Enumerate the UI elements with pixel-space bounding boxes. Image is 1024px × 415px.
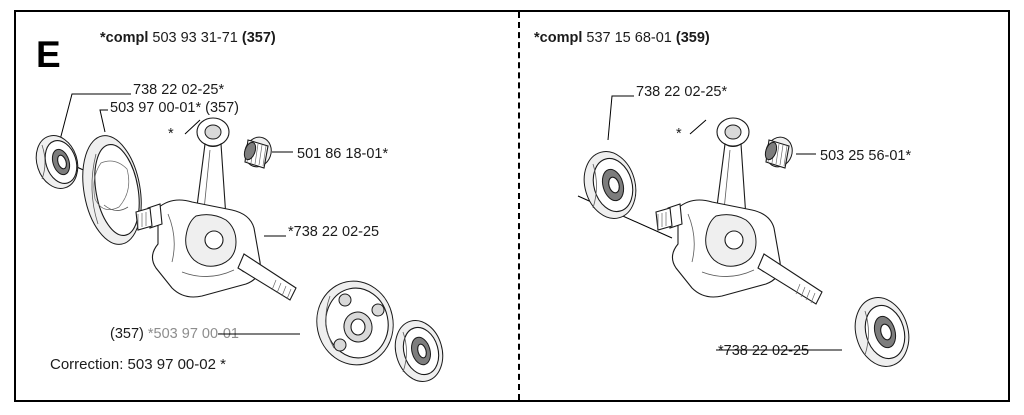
left-bearing-right-callout: *738 22 02-25 (288, 224, 380, 240)
panel-divider (518, 12, 520, 400)
left-needle-bearing-asterisk: * (168, 126, 174, 142)
right-model: (359) (675, 30, 710, 46)
left-part-number: 503 93 31-71 (152, 30, 238, 46)
right-needle-bearing-asterisk: * (676, 126, 682, 142)
right-needle-bearing-callout: 503 25 56-01* (820, 148, 912, 164)
right-part-number: 537 15 68-01 (586, 30, 672, 46)
right-compl-label: *compl (534, 30, 583, 46)
section-letter: E (36, 34, 62, 75)
left-clutch-side-model: (357) (110, 326, 144, 342)
left-flywheel-callout (110, 100, 239, 118)
left-needle-bearing-callout: 501 86 18-01* (297, 146, 389, 162)
left-model: (357) (241, 30, 276, 46)
right-panel-header (534, 30, 710, 48)
left-panel-header (100, 30, 276, 48)
right-bearing-left-callout: 738 22 02-25* (636, 84, 728, 100)
left-correction-note: Correction: 503 97 00-02 * (50, 356, 226, 373)
left-clutch-side-callout (110, 326, 239, 344)
left-bearing-left-callout: 738 22 02-25* (133, 82, 225, 98)
right-bearing-right-callout: *738 22 02-25 (718, 343, 810, 359)
left-clutch-side-number: *503 97 00-01 (147, 326, 239, 342)
left-compl-label: *compl (100, 30, 149, 46)
left-flywheel-callout-text: 503 97 00-01* (357) (110, 100, 239, 116)
